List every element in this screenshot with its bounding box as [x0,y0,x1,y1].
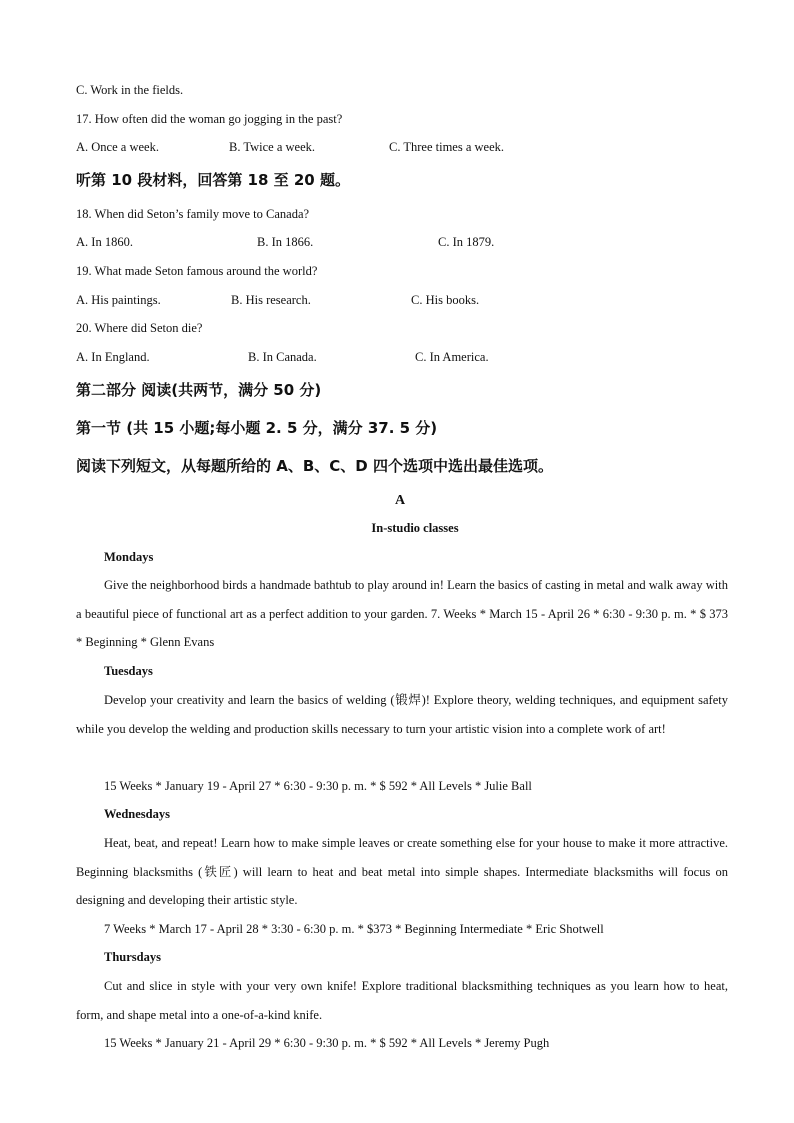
q17-question: 17. How often did the woman go jogging in the past? [76,112,343,126]
reading-instruction: 阅读下列短文，从每题所给的 A、B、C、D 四个选项中选出最佳选项。 [76,457,553,475]
q17-option-b: B. Twice a week. [229,140,316,154]
class-details-tuesdays: 15 Weeks * January 19 - April 27 * 6:30 - 9:30 p. m. * $ 592 * All Levels * Julie Ball [104,779,532,793]
passage-letter: A [394,493,406,508]
class-day-wednesdays: Wednesdays [104,807,170,821]
section10-heading: 听第 10 段材料，回答第 18 至 20 题。 [76,171,350,189]
q18-question: 18. When did Seton’s family move to Canada? [76,207,310,221]
q18-option-c: C. In 1879. [438,235,495,249]
class-description-mondays: Give the neighborhood birds a handmade bathtub to play around in! Learn the basics of casting in metal and walk away with a beautiful piece of functional art as a perfect addition to your garden. 7. Weeks * March 15 - April 26 * 6:30 - 9:30 p. m. * $ 373 * Beginning * Glenn Evans [76,578,728,650]
q18-option-a: A. In 1860. [76,235,133,249]
passage-title: In-studio classes [371,521,459,535]
q19-option-b: B. His research. [231,293,311,307]
q16-option-c: C. Work in the fields. [76,83,184,97]
q19-option-a: A. His paintings. [76,293,161,307]
q19-option-c: C. His books. [411,293,480,307]
class-description-wednesdays: Heat, beat, and repeat! Learn how to make simple leaves or create something else for your house to make it more attractive. Beginning blacksmiths (铁匠) will learn to heat and beat metal into simple shapes. Intermediate blacksmiths will focus on designing and developing their artistic style. [76,836,728,908]
class-details-thursdays: 15 Weeks * January 21 - April 29 * 6:30 - 9:30 p. m. * $ 592 * All Levels * Jeremy Pugh [104,1036,550,1050]
class-details-wednesdays: 7 Weeks * March 17 - April 28 * 3:30 - 6:30 p. m. * $373 * Beginning Intermediate * Eric Shotwell [104,922,604,936]
class-day-thursdays: Thursdays [104,950,161,964]
q17-option-c: C. Three times a week. [389,140,505,154]
q20-option-b: B. In Canada. [248,350,317,364]
class-description-thursdays: Cut and slice in style with your very own knife! Explore traditional blacksmithing techniques as you learn how to heat, form, and shape metal into a one-of-a-kind knife. [76,979,728,1022]
class-day-tuesdays: Tuesdays [104,664,153,678]
q17-option-a: A. Once a week. [76,140,159,154]
part-two-heading: 第二部分 阅读(共两节，满分 50 分) [76,381,322,399]
class-day-mondays: Mondays [104,550,154,564]
q20-option-a: A. In England. [76,350,150,364]
q20-option-c: C. In America. [415,350,489,364]
q19-question: 19. What made Seton famous around the world? [76,264,318,278]
q18-option-b: B. In 1866. [257,235,314,249]
class-description-tuesdays: Develop your creativity and learn the basics of welding (锻焊)! Explore theory, welding techniques, and equipment safety while you develop the welding and production skills necessary to turn your artistic vision into a complete work of art! [76,693,728,736]
section-one-heading: 第一节 (共 15 小题;每小题 2. 5 分，满分 37. 5 分) [76,419,438,437]
q20-question: 20. Where did Seton die? [76,321,203,335]
